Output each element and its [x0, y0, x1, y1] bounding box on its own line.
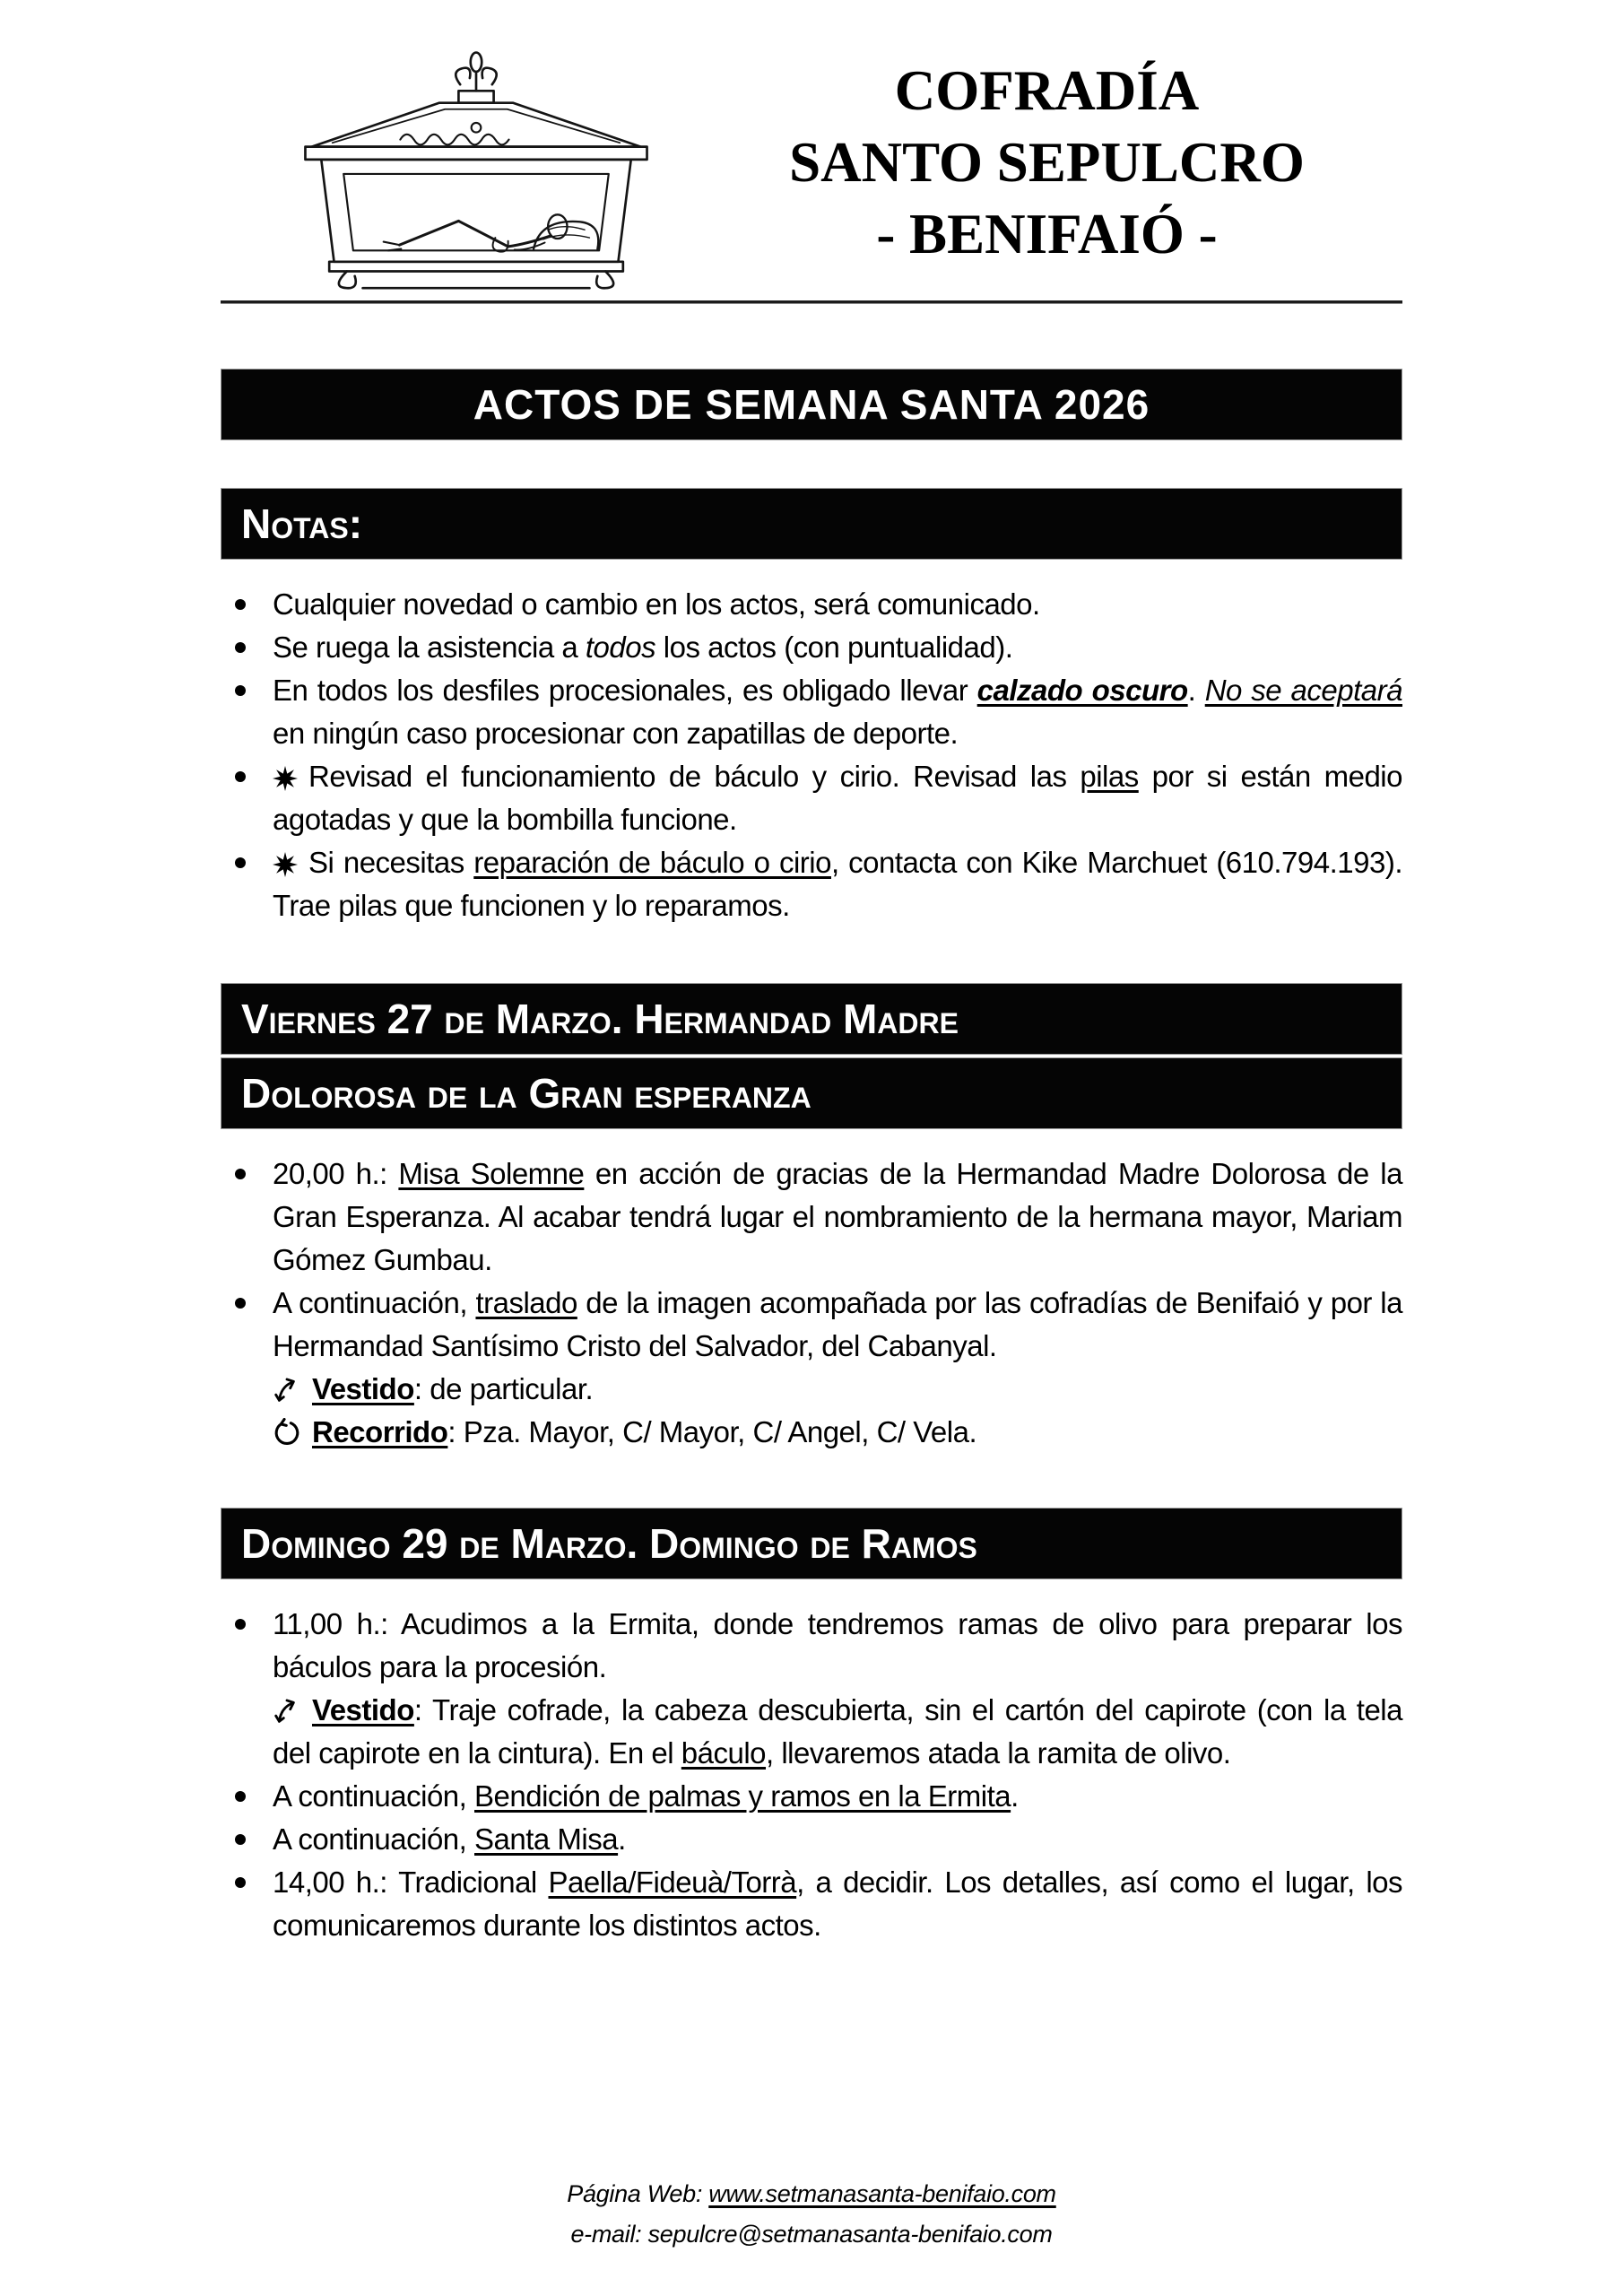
bullet-icon [235, 1169, 246, 1179]
text-run: A continuación, [273, 1822, 474, 1856]
text-run: , llevaremos atada la ramita de olivo. [766, 1736, 1231, 1770]
text-run: calzado oscuro [976, 674, 1188, 707]
text-run: 11,00 h.: Acudimos a la Ermita, donde tendremos ramas de olivo para preparar los báculos para la procesión. [273, 1607, 1402, 1683]
text-run: en ningún caso procesionar con zapatillas de deporte. [273, 717, 959, 750]
text-run: En todos los desfiles procesionales, es obligado llevar [273, 674, 977, 707]
bullet-icon [235, 642, 246, 653]
text-run: A continuación, [273, 1779, 474, 1813]
section-banner [221, 488, 1402, 560]
text-run: todos [585, 631, 656, 664]
list-item [221, 1861, 1402, 1947]
list-item [221, 626, 1402, 669]
org-title-line: SANTO SEPULCRO [789, 131, 1305, 194]
bullet-icon [235, 1877, 246, 1888]
header [221, 49, 1402, 297]
list-item [221, 1775, 1402, 1818]
text-run: . [618, 1822, 626, 1856]
text-run: . [1011, 1779, 1019, 1813]
text-run: por si están medio agotadas y que la bombilla funcione. [273, 760, 1402, 836]
footer-line [221, 2214, 1402, 2255]
text-run: Vestido [312, 1372, 414, 1405]
main-banner [221, 369, 1402, 440]
org-title-line: COFRADÍA [894, 59, 1200, 122]
text-run: Se ruega la asistencia a [273, 631, 586, 664]
sepulcher-engraving-icon [261, 49, 691, 301]
list-item [221, 755, 1402, 841]
text-run: 14,00 h.: Tradicional [273, 1866, 549, 1899]
text-run: báculo [681, 1736, 767, 1770]
text-run: Bendición de palmas y ramos en la Ermita [474, 1779, 1011, 1813]
link-text[interactable]: www.setmanasanta-benifaio.com [708, 2180, 1056, 2207]
list-item [221, 669, 1402, 755]
eight-point-star-icon [273, 766, 298, 791]
text-run: Revisad el funcionamiento de báculo y cirio. Revisad las [308, 760, 1081, 793]
list-item [273, 1689, 1402, 1775]
list-item [221, 1818, 1402, 1861]
section-banner-line: Notas: [221, 488, 1402, 560]
text-run: traslado [475, 1286, 577, 1319]
text-run: : de particular. [413, 1372, 594, 1405]
bullet-icon [235, 1834, 246, 1845]
text-run: . [1187, 674, 1205, 707]
org-title-line: - BENIFAIÓ - [876, 203, 1218, 265]
text-run: Vestido [312, 1693, 414, 1726]
bullet-icon [235, 1298, 246, 1309]
text-run: , contacta con Kike Marchuet (610.794.193). Trae pilas que funcionen y lo reparamos. [273, 846, 1402, 922]
text-run: Página Web: [567, 2180, 709, 2207]
text-run: reparación de báculo o cirio [473, 846, 831, 879]
text-run: , a decidir. Los detalles, así como el lugar, los comunicaremos durante los distintos actos. [273, 1866, 1402, 1942]
text-run: Santa Misa [474, 1822, 619, 1856]
section-banner [221, 1508, 1402, 1579]
section-banner-line: Dolorosa de la Gran esperanza [221, 1057, 1402, 1129]
text-run: A continuación, [273, 1286, 476, 1319]
list-item [221, 583, 1402, 626]
section-banner-line: Viernes 27 de Marzo. Hermandad Madre [221, 983, 1402, 1055]
list-item [221, 1282, 1402, 1368]
bullet-icon [235, 771, 246, 782]
text-run: 20,00 h.: [273, 1157, 399, 1190]
text-run: los actos (con puntualidad). [655, 631, 1013, 664]
bullet-icon [235, 857, 246, 868]
bullet-icon [235, 1791, 246, 1802]
curved-arrow-icon [273, 1696, 301, 1725]
list-item [221, 841, 1402, 927]
eight-point-star-icon [273, 852, 298, 877]
text-run: Paella/Fideuà/Torrà [548, 1866, 797, 1899]
text-run: e-mail: sepulcre@setmanasanta-benifaio.com [570, 2221, 1053, 2248]
route-arrow-icon [273, 1418, 301, 1447]
text-run: pilas [1080, 760, 1139, 793]
list-item [221, 1152, 1402, 1282]
bullet-icon [235, 599, 246, 610]
footer-line [221, 2174, 1402, 2214]
text-run: en acción de gracias de la Hermandad Madre Dolorosa de la Gran Esperanza. Al acabar tendrá lugar el nombramiento de la hermana mayor, Mariam Gómez Gumbau. [273, 1157, 1402, 1276]
text-run: No se aceptará [1204, 674, 1402, 707]
section-list [221, 583, 1402, 927]
text-run: de la imagen acompañada por las cofradías de Benifaió y por la Hermandad Santísimo Cristo del Salvador, del Cabanyal. [273, 1286, 1402, 1362]
text-run: Cualquier novedad o cambio en los actos, será comunicado. [273, 587, 1040, 621]
bullet-icon [235, 685, 246, 696]
section-list [221, 1152, 1402, 1454]
section-banner [221, 983, 1402, 1129]
section-list [221, 1603, 1402, 1947]
org-title [691, 49, 1402, 270]
footer [221, 2174, 1402, 2255]
text-run: Si necesitas [308, 846, 474, 879]
list-item [221, 1603, 1402, 1689]
sections [0, 488, 1623, 1947]
section-banner-line: Domingo 29 de Marzo. Domingo de Ramos [221, 1508, 1402, 1579]
list-item [273, 1411, 1402, 1454]
main-banner-text: ACTOS DE SEMANA SANTA 2026 [221, 369, 1402, 440]
text-run: : Pza. Mayor, C/ Mayor, C/ Angel, C/ Vela. [447, 1415, 977, 1448]
curved-arrow-icon [273, 1375, 301, 1404]
text-run: Recorrido [312, 1415, 448, 1448]
list-item [273, 1368, 1402, 1411]
text-run: : Traje cofrade, la cabeza descubierta, sin el cartón del capirote (con la tela del capirote en la cintura). En el [273, 1693, 1402, 1770]
text-run: Misa Solemne [398, 1157, 585, 1190]
bullet-icon [235, 1619, 246, 1630]
